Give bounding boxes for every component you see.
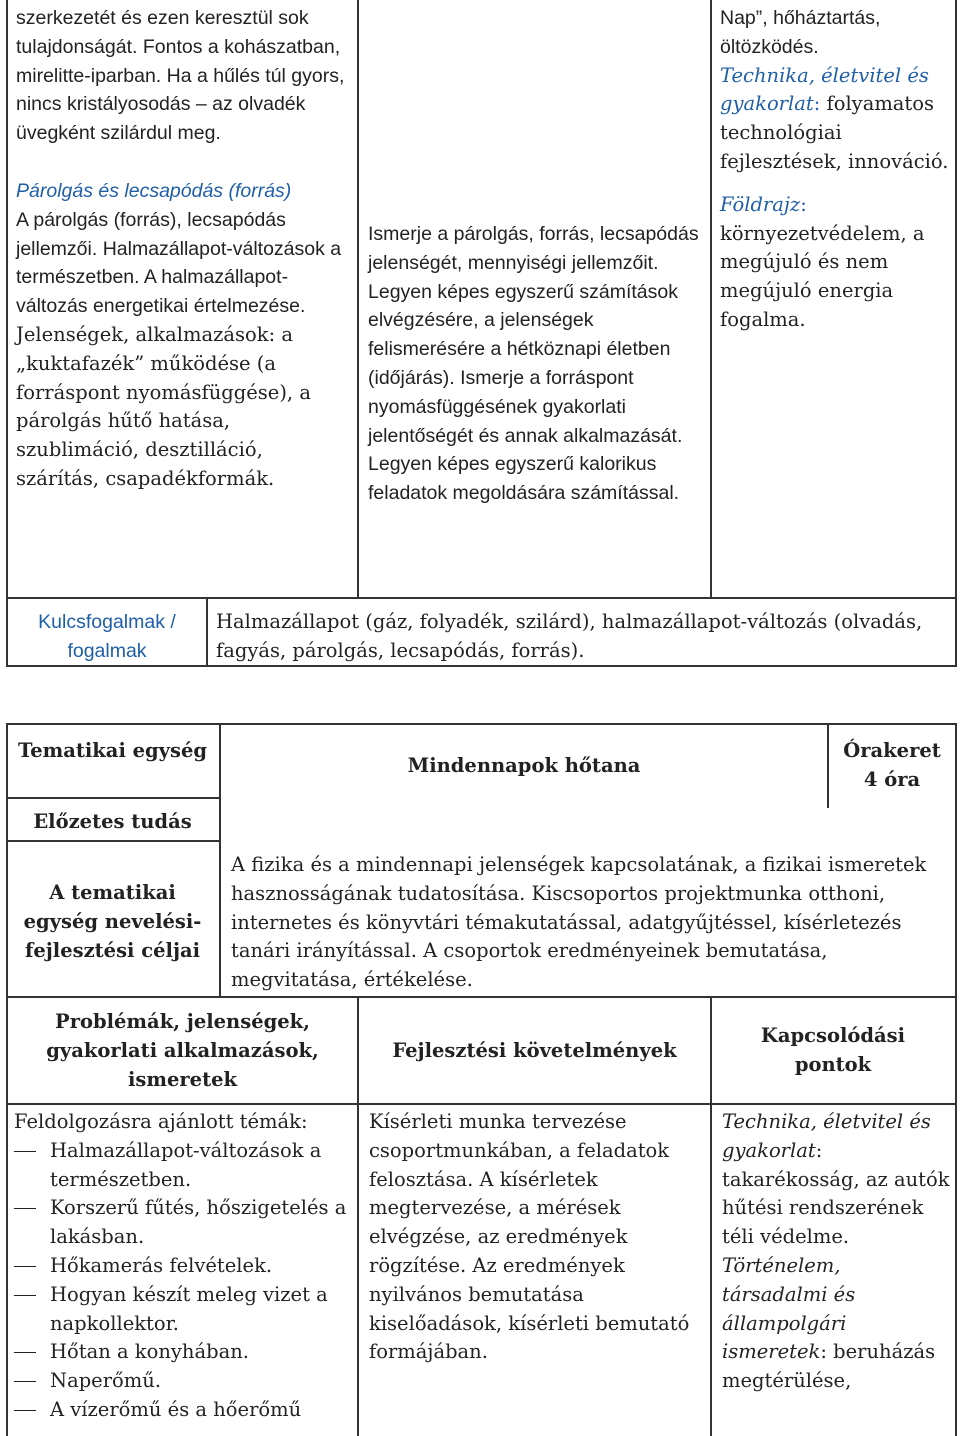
hours-label: Órakeret 4 óra bbox=[831, 737, 953, 795]
subject-link: Technika, életvitel és gyakorlat bbox=[722, 1110, 931, 1162]
list-item: Naperőmű. bbox=[14, 1367, 354, 1396]
links-text: folyamatos technológiai fejlesztések, innováció. bbox=[720, 92, 949, 173]
topics-intro: Feldolgozásra ajánlott témák: bbox=[14, 1110, 308, 1133]
keyconcepts-text: Halmazállapot (gáz, folyadék, szilárd), halmazállapot-változás (olvadás, fagyás, párolgás, lecsapódás, forrás). bbox=[216, 610, 923, 662]
content-paragraph: Jelenségek, alkalmazások: a „kuktafazék” működése (a forráspont nyomásfüggése), a párolgás hűtő hatása, szublimáció, desztilláció, szárítás, csapadékformák. bbox=[16, 322, 311, 490]
requirements-text: Ismerje a párolgás, forrás, lecsapódás jelenségét, mennyiségi jellemzőit. Legyen képes egyszerű számítások elvégzésére, a jelenségek felismerésére a hétköznapi életben (időjárás). Ismerje a forráspont nyomásfüggésének gyakorlati jelentőségét és annak alkalmazását. Legyen képes egyszerű kalorikus feladatok megoldására számítással. bbox=[368, 223, 699, 505]
section-title: Párolgás és lecsapódás (forrás) bbox=[16, 179, 292, 202]
links-text: beruházás megtérülése, bbox=[722, 1340, 936, 1393]
content-cell bbox=[16, 4, 351, 494]
list-item: Korszerű fűtés, hőszigetelés a lakásban. bbox=[14, 1194, 354, 1252]
unit-label: Tematikai egység bbox=[17, 739, 208, 762]
subject-link: Történelem, társadalmi és állampolgári ismeretek bbox=[722, 1253, 856, 1364]
links-cell: Nap”, hőháztartás, öltözködés. Technika, életvitel és gyakorlat: folyamatos technológiai fejlesztések, innováció. Földrajz: környezetvédelem, a megújuló és nem megújuló energia fogalma. bbox=[720, 4, 950, 335]
col-header-requirements: Fejlesztési követelmények bbox=[392, 1039, 677, 1062]
keyconcepts-label: Kulcsfogalmak / fogalmak bbox=[38, 611, 176, 662]
list-item: Hőkamerás felvételek. bbox=[14, 1252, 354, 1281]
requirements-cell bbox=[368, 220, 703, 508]
topics-cell bbox=[14, 1108, 354, 1425]
goals-text: A fizika és a mindennapi jelenségek kapcsolatának, a fizikai ismeretek hasznosságának tudatosítása. Kiscsoportos projektmunka otthoni, internetes és könyvtári témakutatással, adatgyűjtéssel, kísérletezés tanári irányítással. A csoportok eredményeinek bemutatása, megvitatása, értékelése. bbox=[231, 853, 927, 992]
list-item: Halmazállapot-változások a természetben. bbox=[14, 1137, 354, 1195]
topics-list bbox=[14, 1137, 354, 1425]
prior-knowledge-label: Előzetes tudás bbox=[33, 810, 192, 833]
links-text: Nap”, hőháztartás, öltözködés. bbox=[720, 7, 881, 58]
links-text: környezetvédelem, a megújuló és nem megújuló energia fogalma. bbox=[720, 221, 925, 331]
subject-link: Földrajz bbox=[720, 192, 801, 216]
subject-link: Technika, életvitel és gyakorlat bbox=[720, 63, 929, 116]
requirements-cell bbox=[369, 1108, 705, 1367]
content-paragraph: A párolgás (forrás), lecsapódás jellemzői. Halmazállapot-változások a természetben. A halmazállapot-változás energetikai értelmezése. bbox=[16, 208, 342, 318]
unit-title: Mindennapok hőtana bbox=[407, 754, 641, 777]
links-cell: Technika, életvitel és gyakorlat: takarékosság, az autók hűtési rendszerének téli védelme. Történelem, társadalmi és állampolgári ismeretek: beruházás megtérülése, bbox=[722, 1110, 950, 1393]
list-item: Hőtan a konyhában. bbox=[14, 1338, 354, 1367]
links-text: takarékosság, az autók hűtési rendszerének téli védelme. bbox=[722, 1167, 950, 1249]
goals-label: A tematikai egység nevelési-fejlesztési céljai bbox=[23, 881, 202, 962]
col-header-links: Kapcsolódási pontok bbox=[760, 1024, 906, 1076]
list-item: A vízerőmű és a hőerőmű bbox=[14, 1396, 354, 1425]
content-paragraph: szerkezetét és ezen keresztül sok tulajdonságát. Fontos a kohászatban, mirelitte-iparban. Ha a hűlés túl gyors, nincs kristályosodás – az olvadék üvegként szilárdul meg. bbox=[16, 7, 345, 145]
col-header-problems: Problémák, jelenségek, gyakorlati alkalmazások, ismeretek bbox=[46, 1010, 319, 1091]
hours-value: 4 óra bbox=[863, 767, 921, 791]
list-item: Hogyan készít meleg vizet a napkollektor. bbox=[14, 1281, 354, 1339]
requirements-text: Kísérleti munka tervezése csoportmunkában, a feladatok felosztása. A kísérletek megtervezése, a mérések elvégzése, az eredmények rögzítése. Az eredmények nyilvános bemutatása kiselőadások, kísérleti bemutató formájában. bbox=[369, 1110, 690, 1364]
